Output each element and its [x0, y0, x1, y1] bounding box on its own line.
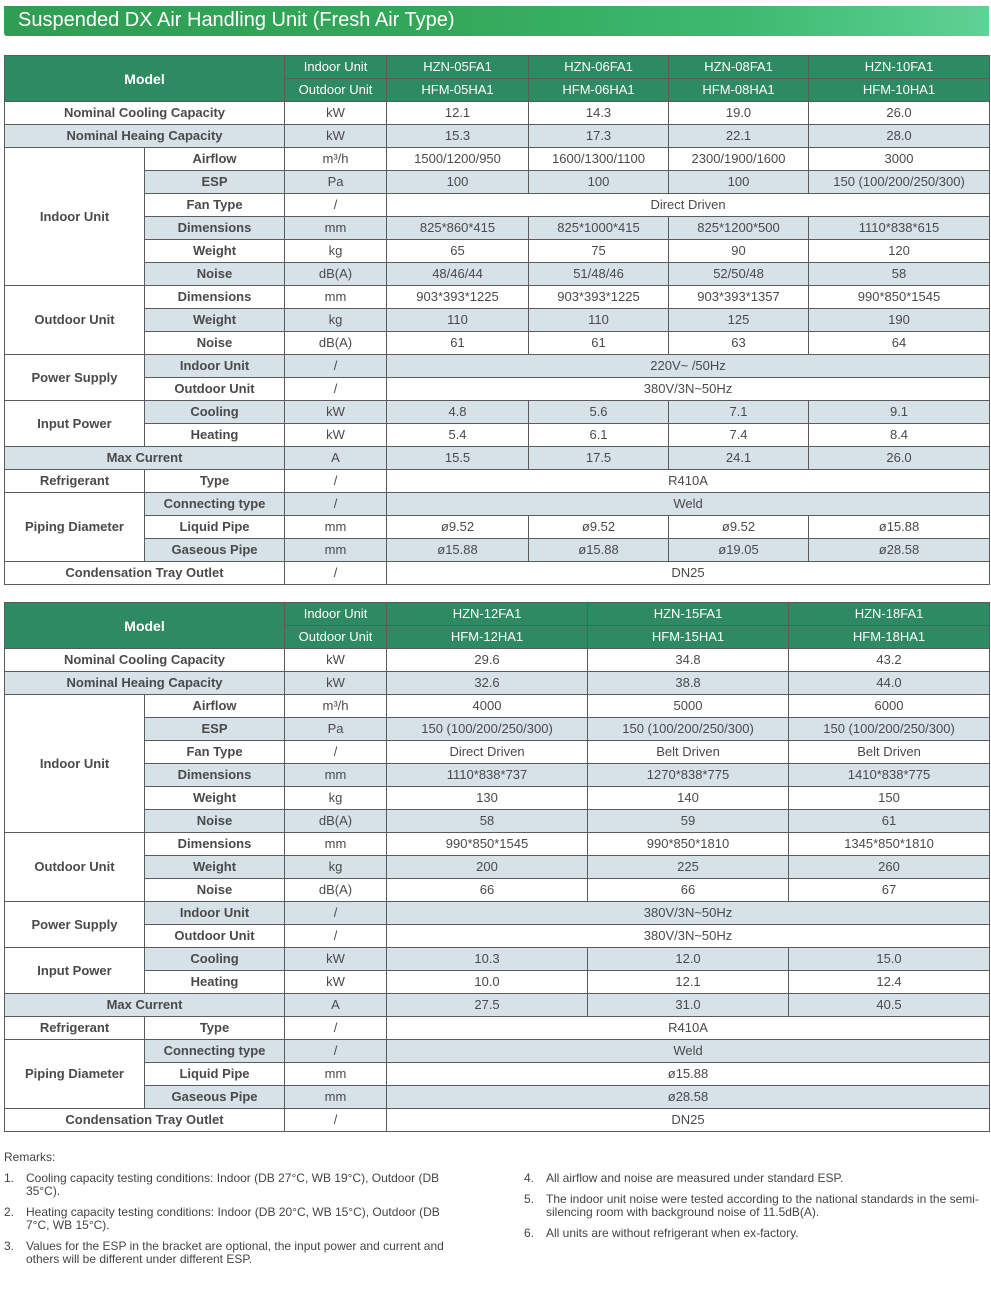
value-cell: R410A [387, 1017, 990, 1040]
value-cell: Weld [387, 493, 990, 516]
unit-cell: kg [285, 787, 387, 810]
value-cell: 34.8 [588, 649, 789, 672]
row-label-outdoor-unit: Outdoor Unit [145, 925, 285, 948]
value-cell: 903*393*1357 [669, 286, 809, 309]
outdoor-unit-header: Outdoor Unit [285, 626, 387, 649]
row-label-cooling-capacity: Nominal Cooling Capacity [5, 649, 285, 672]
unit-cell: / [285, 925, 387, 948]
value-cell: 150 (100/200/250/300) [387, 718, 588, 741]
unit-cell: / [285, 1040, 387, 1063]
value-cell: 15.0 [789, 948, 990, 971]
remark-item [524, 1193, 989, 1219]
row-label-gaseous-pipe: Gaseous Pipe [145, 1086, 285, 1109]
value-cell: 8.4 [809, 424, 990, 447]
value-cell: 27.5 [387, 994, 588, 1017]
row-label-fan-type: Fan Type [145, 741, 285, 764]
value-cell: 44.0 [789, 672, 990, 695]
page-title: Suspended DX Air Handling Unit (Fresh Air Type) [18, 9, 455, 31]
value-cell: 24.1 [669, 447, 809, 470]
unit-cell: / [285, 1017, 387, 1040]
value-cell: 61 [789, 810, 990, 833]
unit-cell: / [285, 902, 387, 925]
indoor-model: HZN-15FA1 [588, 603, 789, 626]
value-cell: Weld [387, 1040, 990, 1063]
group-label-indoor-unit: Indoor Unit [5, 695, 145, 833]
value-cell: 48/46/44 [387, 263, 529, 286]
unit-cell: kW [285, 125, 387, 148]
value-cell: Belt Driven [588, 741, 789, 764]
value-cell: 12.1 [387, 102, 529, 125]
value-cell: DN25 [387, 1109, 990, 1132]
row-label-outdoor-unit: Outdoor Unit [145, 378, 285, 401]
remark-text: Cooling capacity testing conditions: Indoor (DB 27°C, WB 19°C), Outdoor (DB 35°C). [26, 1171, 440, 1198]
value-cell: 51/48/46 [529, 263, 669, 286]
unit-cell: Pa [285, 171, 387, 194]
value-cell: 10.3 [387, 948, 588, 971]
unit-cell: kW [285, 102, 387, 125]
value-cell: 225 [588, 856, 789, 879]
group-label-outdoor-unit: Outdoor Unit [5, 286, 145, 355]
value-cell: 1345*850*1810 [789, 833, 990, 856]
value-cell: 5000 [588, 695, 789, 718]
value-cell: 380V/3N~50Hz [387, 902, 990, 925]
unit-cell: / [285, 562, 387, 585]
value-cell: 260 [789, 856, 990, 879]
value-cell: ø15.88 [809, 516, 990, 539]
unit-cell: mm [285, 539, 387, 562]
row-label-noise: Noise [145, 263, 285, 286]
remark-number: 1. [4, 1171, 15, 1185]
value-cell: 6000 [789, 695, 990, 718]
unit-cell: mm [285, 764, 387, 787]
unit-cell: mm [285, 1063, 387, 1086]
row-label-gaseous-pipe: Gaseous Pipe [145, 539, 285, 562]
outdoor-model: HFM-12HA1 [387, 626, 588, 649]
unit-cell: kg [285, 240, 387, 263]
value-cell: 10.0 [387, 971, 588, 994]
unit-cell: mm [285, 1086, 387, 1109]
unit-cell: kg [285, 856, 387, 879]
model-header: Model [5, 56, 285, 102]
value-cell: 6.1 [529, 424, 669, 447]
value-cell: 190 [809, 309, 990, 332]
value-cell: 825*1200*500 [669, 217, 809, 240]
remark-number: 6. [524, 1226, 535, 1240]
group-label-indoor-unit: Indoor Unit [5, 148, 145, 286]
value-cell: ø19.05 [669, 539, 809, 562]
value-cell: 150 (100/200/250/300) [789, 718, 990, 741]
value-cell: 110 [387, 309, 529, 332]
indoor-model: HZN-08FA1 [669, 56, 809, 79]
value-cell: 12.0 [588, 948, 789, 971]
value-cell: ø15.88 [529, 539, 669, 562]
unit-cell: dB(A) [285, 263, 387, 286]
unit-cell: / [285, 378, 387, 401]
value-cell: 1110*838*615 [809, 217, 990, 240]
value-cell: 58 [387, 810, 588, 833]
row-label-heating: Heating [145, 971, 285, 994]
value-cell: 150 (100/200/250/300) [809, 171, 990, 194]
value-cell: 2300/1900/1600 [669, 148, 809, 171]
row-label-liquid-pipe: Liquid Pipe [145, 1063, 285, 1086]
row-label-cooling: Cooling [145, 948, 285, 971]
row-label-esp: ESP [145, 718, 285, 741]
unit-cell: kW [285, 401, 387, 424]
value-cell: 200 [387, 856, 588, 879]
outdoor-model: HFM-08HA1 [669, 79, 809, 102]
unit-cell: / [285, 493, 387, 516]
row-label-dimensions: Dimensions [145, 217, 285, 240]
row-label-cooling: Cooling [145, 401, 285, 424]
value-cell: 75 [529, 240, 669, 263]
value-cell: 7.4 [669, 424, 809, 447]
remark-item [4, 1172, 454, 1198]
value-cell: 9.1 [809, 401, 990, 424]
value-cell: 12.1 [588, 971, 789, 994]
remark-number: 2. [4, 1205, 15, 1219]
spec-table-1 [4, 55, 990, 585]
value-cell: 903*393*1225 [387, 286, 529, 309]
group-label-outdoor-unit: Outdoor Unit [5, 833, 145, 902]
value-cell: 32.6 [387, 672, 588, 695]
value-cell: 61 [529, 332, 669, 355]
group-label-refrigerant: Refrigerant [5, 470, 145, 493]
row-label-condensation-tray-outlet: Condensation Tray Outlet [5, 562, 285, 585]
outdoor-unit-header: Outdoor Unit [285, 79, 387, 102]
remark-text: Heating capacity testing conditions: Indoor (DB 20°C, WB 15°C), Outdoor (DB 7°C, WB 15°C). [26, 1205, 440, 1232]
value-cell: 59 [588, 810, 789, 833]
remark-item [4, 1240, 454, 1266]
value-cell: 125 [669, 309, 809, 332]
indoor-unit-header: Indoor Unit [285, 603, 387, 626]
value-cell: Direct Driven [387, 194, 990, 217]
group-label-input-power: Input Power [5, 948, 145, 994]
remark-number: 5. [524, 1192, 535, 1206]
row-label-airflow: Airflow [145, 695, 285, 718]
value-cell: ø9.52 [669, 516, 809, 539]
value-cell: 120 [809, 240, 990, 263]
row-label-max-current: Max Current [5, 994, 285, 1017]
value-cell: 100 [387, 171, 529, 194]
indoor-model: HZN-05FA1 [387, 56, 529, 79]
row-label-max-current: Max Current [5, 447, 285, 470]
value-cell: Direct Driven [387, 741, 588, 764]
unit-cell: kW [285, 649, 387, 672]
value-cell: 15.3 [387, 125, 529, 148]
row-label-fan-type: Fan Type [145, 194, 285, 217]
value-cell: 990*850*1545 [387, 833, 588, 856]
row-label-heating-capacity: Nominal Heaing Capacity [5, 672, 285, 695]
value-cell: 825*860*415 [387, 217, 529, 240]
value-cell: 4000 [387, 695, 588, 718]
remark-text: All units are without refrigerant when ex-factory. [546, 1226, 799, 1240]
unit-cell: kW [285, 948, 387, 971]
value-cell: 29.6 [387, 649, 588, 672]
row-label-connecting-type: Connecting type [145, 1040, 285, 1063]
unit-cell: m³/h [285, 695, 387, 718]
value-cell: 4.8 [387, 401, 529, 424]
value-cell: 1500/1200/950 [387, 148, 529, 171]
row-label-noise: Noise [145, 879, 285, 902]
row-label-weight: Weight [145, 856, 285, 879]
value-cell: 52/50/48 [669, 263, 809, 286]
unit-cell: dB(A) [285, 810, 387, 833]
remark-item [524, 1227, 989, 1240]
value-cell: 825*1000*415 [529, 217, 669, 240]
value-cell: ø15.88 [387, 539, 529, 562]
value-cell: 5.4 [387, 424, 529, 447]
remark-number: 3. [4, 1239, 15, 1253]
row-label-weight: Weight [145, 309, 285, 332]
indoor-model: HZN-06FA1 [529, 56, 669, 79]
value-cell: 26.0 [809, 447, 990, 470]
outdoor-model: HFM-15HA1 [588, 626, 789, 649]
row-label-dimensions: Dimensions [145, 833, 285, 856]
unit-cell: dB(A) [285, 332, 387, 355]
unit-cell: kg [285, 309, 387, 332]
value-cell: 90 [669, 240, 809, 263]
row-label-type: Type [145, 1017, 285, 1040]
row-label-condensation-tray-outlet: Condensation Tray Outlet [5, 1109, 285, 1132]
value-cell: 220V~ /50Hz [387, 355, 990, 378]
row-label-weight: Weight [145, 787, 285, 810]
value-cell: Belt Driven [789, 741, 990, 764]
value-cell: 5.6 [529, 401, 669, 424]
value-cell: 63 [669, 332, 809, 355]
indoor-model: HZN-12FA1 [387, 603, 588, 626]
group-label-refrigerant: Refrigerant [5, 1017, 145, 1040]
value-cell: 40.5 [789, 994, 990, 1017]
value-cell: 7.1 [669, 401, 809, 424]
indoor-model: HZN-18FA1 [789, 603, 990, 626]
unit-cell: / [285, 194, 387, 217]
outdoor-model: HFM-05HA1 [387, 79, 529, 102]
value-cell: 12.4 [789, 971, 990, 994]
row-label-indoor-unit: Indoor Unit [145, 902, 285, 925]
remark-text: The indoor unit noise were tested according to the national standards in the semi-silencing room with background noise of 11.5dB(A). [546, 1192, 979, 1219]
value-cell: 140 [588, 787, 789, 810]
row-label-heating: Heating [145, 424, 285, 447]
indoor-unit-header: Indoor Unit [285, 56, 387, 79]
row-label-heating-capacity: Nominal Heaing Capacity [5, 125, 285, 148]
value-cell: 1110*838*737 [387, 764, 588, 787]
row-label-connecting-type: Connecting type [145, 493, 285, 516]
value-cell: ø28.58 [809, 539, 990, 562]
value-cell: 61 [387, 332, 529, 355]
value-cell: 17.5 [529, 447, 669, 470]
unit-cell: / [285, 741, 387, 764]
value-cell: 1270*838*775 [588, 764, 789, 787]
row-label-noise: Noise [145, 810, 285, 833]
outdoor-model: HFM-10HA1 [809, 79, 990, 102]
row-label-esp: ESP [145, 171, 285, 194]
value-cell: ø9.52 [529, 516, 669, 539]
value-cell: 64 [809, 332, 990, 355]
spec-table-2 [4, 602, 990, 1132]
unit-cell: / [285, 355, 387, 378]
remark-number: 4. [524, 1171, 535, 1185]
value-cell: 66 [387, 879, 588, 902]
row-label-noise: Noise [145, 332, 285, 355]
value-cell: 17.3 [529, 125, 669, 148]
value-cell: 38.8 [588, 672, 789, 695]
unit-cell: mm [285, 516, 387, 539]
value-cell: 100 [669, 171, 809, 194]
remarks-column-right [524, 1172, 989, 1248]
value-cell: 26.0 [809, 102, 990, 125]
unit-cell: m³/h [285, 148, 387, 171]
title-banner [4, 6, 989, 36]
unit-cell: kW [285, 672, 387, 695]
remark-text: Values for the ESP in the bracket are optional, the input power and current and others will be different under different ESP. [26, 1239, 444, 1266]
group-label-piping-diameter: Piping Diameter [5, 1040, 145, 1109]
value-cell: 67 [789, 879, 990, 902]
value-cell: R410A [387, 470, 990, 493]
unit-cell: kW [285, 424, 387, 447]
value-cell: 990*850*1810 [588, 833, 789, 856]
value-cell: ø9.52 [387, 516, 529, 539]
remark-item [524, 1172, 989, 1185]
value-cell: 28.0 [809, 125, 990, 148]
value-cell: 66 [588, 879, 789, 902]
value-cell: 22.1 [669, 125, 809, 148]
remark-text: All airflow and noise are measured under standard ESP. [546, 1171, 844, 1185]
value-cell: 903*393*1225 [529, 286, 669, 309]
unit-cell: mm [285, 286, 387, 309]
unit-cell: mm [285, 833, 387, 856]
value-cell: 43.2 [789, 649, 990, 672]
value-cell: 150 (100/200/250/300) [588, 718, 789, 741]
value-cell: 14.3 [529, 102, 669, 125]
value-cell: 130 [387, 787, 588, 810]
value-cell: 65 [387, 240, 529, 263]
outdoor-model: HFM-06HA1 [529, 79, 669, 102]
indoor-model: HZN-10FA1 [809, 56, 990, 79]
value-cell: 31.0 [588, 994, 789, 1017]
value-cell: 1410*838*775 [789, 764, 990, 787]
value-cell: 150 [789, 787, 990, 810]
unit-cell: Pa [285, 718, 387, 741]
unit-cell: A [285, 994, 387, 1017]
remark-item [4, 1206, 454, 1232]
model-header: Model [5, 603, 285, 649]
value-cell: 1600/1300/1100 [529, 148, 669, 171]
row-label-indoor-unit: Indoor Unit [145, 355, 285, 378]
value-cell: ø15.88 [387, 1063, 990, 1086]
group-label-input-power: Input Power [5, 401, 145, 447]
row-label-airflow: Airflow [145, 148, 285, 171]
row-label-dimensions: Dimensions [145, 286, 285, 309]
unit-cell: / [285, 1109, 387, 1132]
group-label-power-supply: Power Supply [5, 902, 145, 948]
outdoor-model: HFM-18HA1 [789, 626, 990, 649]
value-cell: 58 [809, 263, 990, 286]
value-cell: 19.0 [669, 102, 809, 125]
unit-cell: A [285, 447, 387, 470]
row-label-cooling-capacity: Nominal Cooling Capacity [5, 102, 285, 125]
value-cell: 380V/3N~50Hz [387, 378, 990, 401]
value-cell: 15.5 [387, 447, 529, 470]
value-cell: 380V/3N~50Hz [387, 925, 990, 948]
value-cell: ø28.58 [387, 1086, 990, 1109]
group-label-piping-diameter: Piping Diameter [5, 493, 145, 562]
value-cell: DN25 [387, 562, 990, 585]
value-cell: 3000 [809, 148, 990, 171]
row-label-liquid-pipe: Liquid Pipe [145, 516, 285, 539]
unit-cell: / [285, 470, 387, 493]
value-cell: 110 [529, 309, 669, 332]
row-label-dimensions: Dimensions [145, 764, 285, 787]
remarks-column-left [4, 1172, 454, 1274]
unit-cell: dB(A) [285, 879, 387, 902]
row-label-weight: Weight [145, 240, 285, 263]
unit-cell: mm [285, 217, 387, 240]
value-cell: 100 [529, 171, 669, 194]
remarks-title: Remarks: [4, 1150, 56, 1164]
unit-cell: kW [285, 971, 387, 994]
value-cell: 990*850*1545 [809, 286, 990, 309]
row-label-type: Type [145, 470, 285, 493]
group-label-power-supply: Power Supply [5, 355, 145, 401]
